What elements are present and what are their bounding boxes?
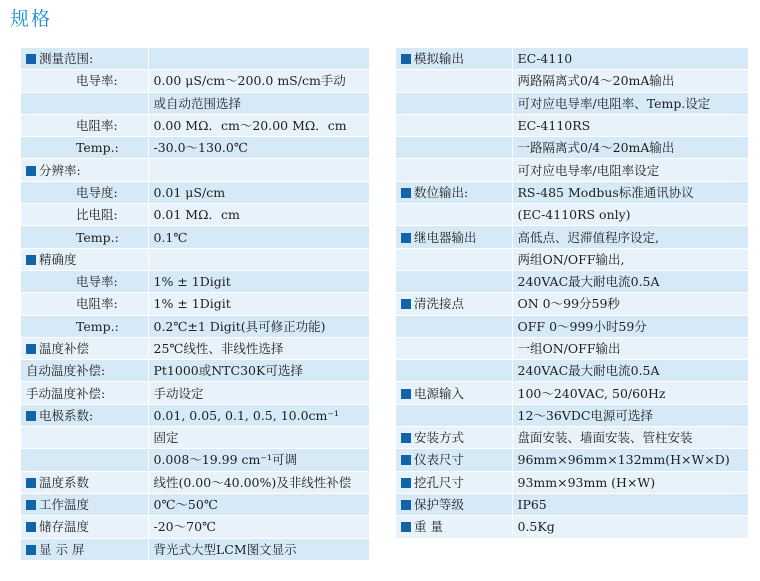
spec-row: [21, 382, 369, 404]
spec-row: [396, 382, 748, 404]
spec-row: [396, 516, 748, 538]
square-bullet-icon: [26, 500, 36, 510]
spec-value-cell: [512, 70, 748, 92]
square-bullet-icon: [26, 255, 36, 265]
spec-label: 温度系数: [39, 474, 90, 490]
square-bullet-icon: [26, 344, 36, 354]
spec-label: 储存温度: [39, 519, 90, 535]
spec-value-cell: [512, 404, 748, 426]
spec-label: 分辨率:: [39, 162, 81, 178]
spec-label-cell: [21, 427, 148, 449]
spec-value-cell: [148, 270, 369, 292]
spec-value: 0.01 MΩ．cm: [153, 207, 240, 223]
spec-label: 仪表尺寸: [414, 452, 465, 468]
square-bullet-icon: [401, 478, 411, 488]
spec-value-cell: [148, 404, 369, 426]
spec-value: 一路隔离式0/4～20mA输出: [517, 140, 675, 156]
spec-label-cell: [396, 248, 512, 270]
spec-table-left: [21, 48, 369, 561]
spec-label-cell: [396, 293, 512, 315]
spec-value-cell: [512, 92, 748, 114]
spec-value: 或自动范围选择: [153, 95, 242, 111]
spec-row: [396, 181, 748, 203]
spec-label-cell: [396, 449, 512, 471]
spec-row: [396, 471, 748, 493]
spec-value: 一组ON/OFF输出: [517, 341, 621, 356]
spec-value-cell: [512, 360, 748, 382]
spec-row: [396, 315, 748, 337]
spec-row: [396, 427, 748, 449]
spec-value: 两路隔离式0/4～20mA输出: [517, 73, 675, 89]
spec-row: [21, 137, 369, 159]
spec-value: 1% ± 1Digit: [153, 296, 231, 312]
spec-label: Temp.:: [76, 318, 119, 334]
spec-label: Temp.:: [76, 229, 119, 245]
spec-label: 精确度: [39, 251, 77, 267]
spec-row: [21, 226, 369, 248]
spec-label-cell: [396, 137, 512, 159]
spec-value-cell: [148, 204, 369, 226]
square-bullet-icon: [401, 233, 411, 243]
spec-value: RS-485 Modbus标准通讯协议: [517, 184, 694, 200]
spec-label-cell: [21, 92, 148, 114]
spec-row: [21, 92, 369, 114]
spec-row: [21, 248, 369, 270]
spec-value-cell: [148, 92, 369, 114]
spec-label-cell: [21, 270, 148, 292]
spec-label: 重 量: [414, 519, 443, 535]
spec-value: 93mm×93mm (H×W): [517, 474, 656, 490]
spec-value-cell: [512, 48, 748, 70]
spec-value: 1% ± 1Digit: [153, 274, 231, 290]
spec-value-cell: [148, 427, 369, 449]
spec-value: 高低点、迟滞值程序设定,: [517, 229, 659, 245]
spec-value-cell: [512, 159, 748, 181]
square-bullet-icon: [26, 522, 36, 532]
spec-value: ON 0～99分59秒: [517, 296, 620, 312]
spec-row: [396, 92, 748, 114]
spec-label: 电导度:: [76, 184, 118, 200]
spec-value: 背光式大型LCM图文显示: [153, 541, 297, 557]
spec-label-cell: [396, 226, 512, 248]
spec-row: [396, 293, 748, 315]
spec-label-cell: [396, 427, 512, 449]
spec-value-cell: [148, 70, 369, 92]
spec-value-cell: [148, 337, 369, 359]
spec-value: IP65: [517, 497, 547, 513]
spec-label-cell: [21, 449, 148, 471]
spec-row: [21, 293, 369, 315]
square-bullet-icon: [26, 478, 36, 488]
spec-row: [396, 70, 748, 92]
spec-row: [21, 204, 369, 226]
spec-row: [21, 360, 369, 382]
spec-label: 挖孔尺寸: [414, 474, 465, 490]
spec-row: [396, 114, 748, 136]
spec-label-cell: [396, 382, 512, 404]
spec-label: 自动温度补偿:: [26, 363, 106, 379]
spec-label-cell: [21, 226, 148, 248]
square-bullet-icon: [26, 545, 36, 555]
square-bullet-icon: [26, 166, 36, 176]
spec-label: 显 示 屏: [39, 541, 85, 557]
spec-label-cell: [396, 159, 512, 181]
spec-row: [396, 204, 748, 226]
spec-row: [21, 48, 369, 70]
spec-label-cell: [396, 48, 512, 70]
spec-label-cell: [396, 404, 512, 426]
spec-value: 0.00 MΩ．cm～20.00 MΩ．cm: [153, 118, 347, 134]
spec-label: 电极系数:: [39, 407, 94, 423]
spec-value-cell: [512, 449, 748, 471]
spec-label-cell: [21, 204, 148, 226]
square-bullet-icon: [401, 522, 411, 532]
square-bullet-icon: [401, 299, 411, 309]
spec-value-cell: [512, 137, 748, 159]
spec-label: 数位输出:: [414, 184, 469, 200]
spec-value: EC-4110: [517, 51, 573, 67]
spec-row: [21, 337, 369, 359]
spec-value-cell: [512, 315, 748, 337]
spec-value-cell: [512, 226, 748, 248]
spec-value-cell: [148, 293, 369, 315]
spec-value: 100～240VAC, 50/60Hz: [517, 385, 666, 401]
spec-label-cell: [21, 137, 148, 159]
spec-value-cell: [512, 382, 748, 404]
spec-label: 测量范围:: [39, 51, 94, 67]
spec-row: [396, 360, 748, 382]
spec-row: [396, 159, 748, 181]
spec-value: 两组ON/OFF输出,: [517, 251, 625, 267]
spec-label: 比电阻:: [76, 207, 118, 223]
spec-row: [396, 48, 748, 70]
square-bullet-icon: [401, 54, 411, 64]
spec-row: [396, 493, 748, 515]
spec-label-cell: [21, 493, 148, 515]
spec-label-cell: [21, 159, 148, 181]
spec-value: 0℃～50℃: [153, 497, 218, 513]
spec-label: 电源输入: [414, 385, 465, 401]
page-title: 规格: [10, 8, 53, 30]
spec-label: 工作温度: [39, 497, 90, 513]
spec-label-cell: [21, 382, 148, 404]
spec-value: 0.2℃±1 Digit(具可修正功能): [153, 318, 326, 334]
spec-label: 保护等级: [414, 497, 465, 513]
spec-value: 96mm×96mm×132mm(H×W×D): [517, 452, 730, 468]
spec-value-cell: [148, 48, 369, 70]
spec-label-cell: [21, 404, 148, 426]
spec-value-cell: [148, 181, 369, 203]
spec-value: 12～36VDC电源可选择: [517, 407, 653, 423]
spec-label: 安装方式: [414, 430, 465, 446]
spec-label-cell: [21, 293, 148, 315]
spec-value: 0.008～19.99 cm⁻¹可调: [153, 452, 298, 468]
spec-row: [21, 404, 369, 426]
spec-row: [21, 516, 369, 538]
spec-value-cell: [148, 159, 369, 181]
spec-row: [21, 315, 369, 337]
spec-value-cell: [148, 226, 369, 248]
spec-label: 模拟输出: [414, 51, 465, 67]
spec-label-cell: [396, 360, 512, 382]
spec-label-cell: [21, 516, 148, 538]
spec-value: OFF 0～999小时59分: [517, 318, 647, 334]
spec-value: 线性(0.00～40.00%)及非线性补偿: [153, 474, 352, 490]
spec-row: [396, 337, 748, 359]
spec-value: 240VAC最大耐电流0.5A: [517, 363, 660, 379]
spec-label-cell: [21, 70, 148, 92]
spec-label: 电导率:: [76, 274, 118, 290]
spec-row: [21, 270, 369, 292]
spec-row: [21, 427, 369, 449]
spec-value: -20～70℃: [153, 519, 217, 535]
spec-value-cell: [148, 449, 369, 471]
spec-value-cell: [512, 248, 748, 270]
spec-value-cell: [512, 471, 748, 493]
spec-label: 继电器输出: [414, 229, 477, 245]
spec-label-cell: [396, 92, 512, 114]
spec-value: 240VAC最大耐电流0.5A: [517, 274, 660, 290]
spec-label-cell: [396, 471, 512, 493]
spec-row: [396, 248, 748, 270]
spec-value: 可对应电导率/电阻率设定: [517, 162, 660, 178]
spec-label: 清洗接点: [414, 296, 465, 312]
spec-label-cell: [21, 315, 148, 337]
spec-value-cell: [148, 382, 369, 404]
spec-label: 电阻率:: [76, 118, 118, 134]
spec-value-cell: [148, 493, 369, 515]
spec-value-cell: [148, 315, 369, 337]
spec-value-cell: [512, 427, 748, 449]
spec-row: [396, 226, 748, 248]
spec-label-cell: [396, 204, 512, 226]
spec-label-cell: [21, 337, 148, 359]
spec-value: -30.0～130.0℃: [153, 140, 248, 156]
square-bullet-icon: [401, 433, 411, 443]
spec-label-cell: [21, 114, 148, 136]
spec-table-right: [396, 48, 748, 539]
spec-value-cell: [148, 538, 369, 560]
square-bullet-icon: [26, 54, 36, 64]
spec-row: [21, 449, 369, 471]
spec-value-cell: [148, 360, 369, 382]
spec-label-cell: [21, 538, 148, 560]
spec-value-cell: [512, 204, 748, 226]
spec-value: 盘面安装、墙面安装、管柱安装: [517, 430, 693, 446]
spec-value-cell: [512, 114, 748, 136]
spec-value-cell: [512, 337, 748, 359]
spec-value-cell: [512, 493, 748, 515]
spec-row: [21, 70, 369, 92]
spec-value: 0.01, 0.05, 0.1, 0.5, 10.0cm⁻¹: [153, 407, 340, 423]
spec-label-cell: [21, 248, 148, 270]
spec-label: Temp.:: [76, 140, 119, 156]
spec-value: EC-4110RS: [517, 118, 591, 134]
square-bullet-icon: [401, 455, 411, 465]
spec-value-cell: [148, 516, 369, 538]
spec-row: [21, 538, 369, 560]
square-bullet-icon: [26, 411, 36, 421]
spec-value-cell: [512, 270, 748, 292]
spec-label-cell: [21, 181, 148, 203]
spec-value: 25℃线性、非线性选择: [153, 341, 284, 356]
spec-row: [396, 449, 748, 471]
spec-label: 手动温度补偿:: [26, 385, 106, 401]
spec-label: 电阻率:: [76, 296, 118, 312]
spec-label-cell: [396, 181, 512, 203]
spec-value: 固定: [153, 430, 179, 446]
spec-row: [21, 181, 369, 203]
spec-label-cell: [396, 70, 512, 92]
spec-value-cell: [512, 181, 748, 203]
spec-value-cell: [512, 516, 748, 538]
spec-label-cell: [396, 493, 512, 515]
spec-label: 温度补偿: [39, 341, 90, 356]
spec-row: [396, 404, 748, 426]
spec-value-cell: [512, 293, 748, 315]
spec-row: [21, 159, 369, 181]
spec-value: 0.01 μS/cm: [153, 184, 226, 200]
spec-value: 手动设定: [153, 385, 204, 401]
spec-label-cell: [396, 516, 512, 538]
spec-row: [21, 493, 369, 515]
spec-value: 0.5Kg: [517, 519, 555, 535]
spec-row: [396, 137, 748, 159]
spec-value-cell: [148, 471, 369, 493]
spec-label-cell: [396, 270, 512, 292]
spec-value: (EC-4110RS only): [517, 207, 631, 223]
spec-value: 可对应电导率/电阻率、Temp.设定: [517, 95, 711, 111]
spec-value-cell: [148, 248, 369, 270]
spec-value: Pt1000或NTC30K可选择: [153, 363, 303, 379]
spec-label-cell: [396, 337, 512, 359]
spec-label-cell: [21, 360, 148, 382]
spec-value: 0.00 μS/cm～200.0 mS/cm手动: [153, 73, 346, 89]
spec-value-cell: [148, 114, 369, 136]
spec-value: 0.1℃: [153, 229, 188, 245]
square-bullet-icon: [401, 500, 411, 510]
spec-label-cell: [21, 471, 148, 493]
spec-label-cell: [21, 48, 148, 70]
spec-label-cell: [396, 315, 512, 337]
square-bullet-icon: [401, 188, 411, 198]
spec-row: [21, 114, 369, 136]
spec-label-cell: [396, 114, 512, 136]
spec-row: [21, 471, 369, 493]
spec-label: 电导率:: [76, 73, 118, 89]
square-bullet-icon: [401, 389, 411, 399]
spec-row: [396, 270, 748, 292]
spec-value-cell: [148, 137, 369, 159]
